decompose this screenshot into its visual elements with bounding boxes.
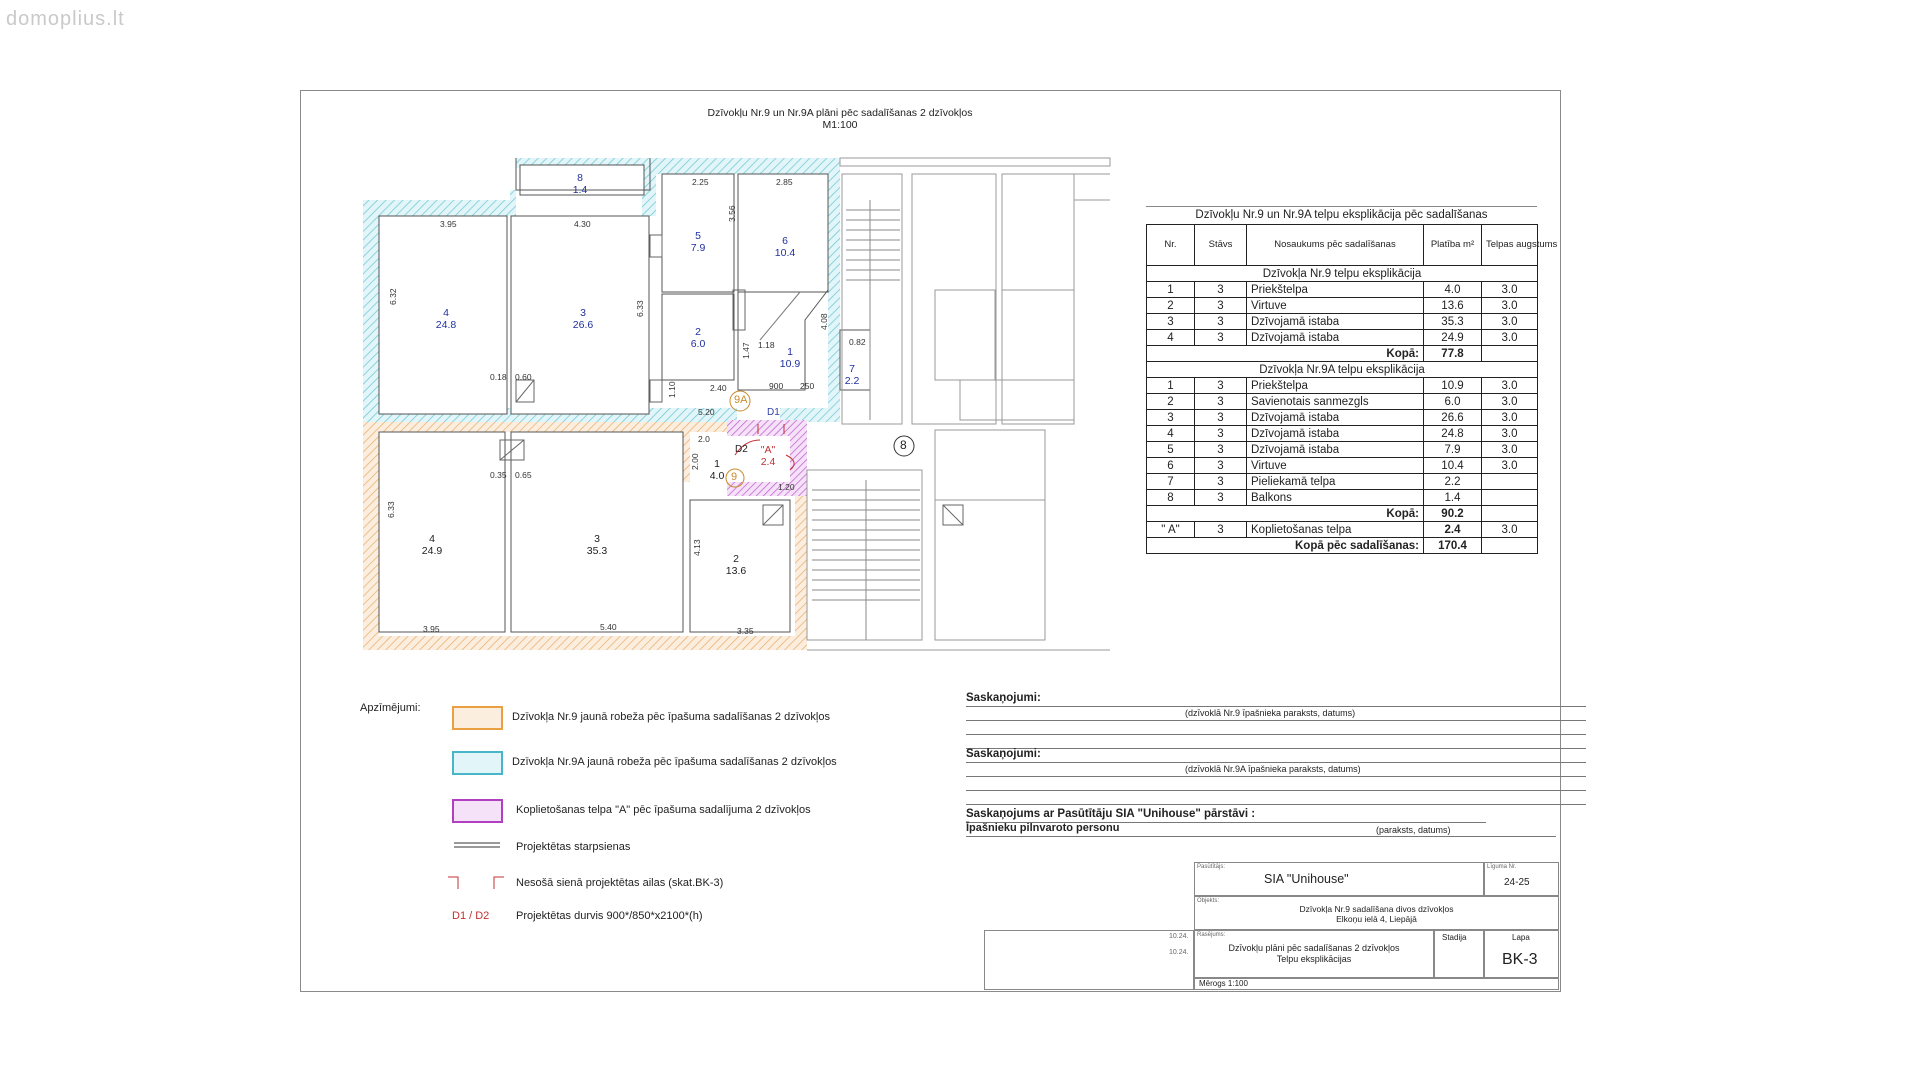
cell-height: 3.0	[1482, 314, 1538, 330]
cell-area: 2.4	[1424, 522, 1482, 538]
room-label	[827, 363, 877, 387]
cell-height: 3.0	[1482, 522, 1538, 538]
total-value: 77.8	[1424, 346, 1482, 362]
explication-row	[1147, 330, 1538, 346]
tb-contract: 24-25	[1504, 877, 1530, 888]
explication-row	[1147, 298, 1538, 314]
approval-2-note: (dzīvoklā Nr.9A īpašnieka paraksts, datums)	[1185, 764, 1361, 774]
cell-empty	[1482, 538, 1538, 554]
cell-name: Dzīvojamā istaba	[1247, 314, 1424, 330]
tb-date2: 10.24.	[1169, 949, 1189, 956]
legend-swatch-apt9	[452, 706, 503, 730]
room-number: 3	[580, 307, 586, 319]
legend-item: Nesošā sienā projektētas ailas (skat.BK-3)	[516, 877, 724, 889]
approval-3-row	[966, 836, 1556, 837]
cell-floor: 3	[1195, 378, 1247, 394]
cell-name: Dzīvojamā istaba	[1247, 442, 1424, 458]
approval-2-row	[966, 790, 1586, 791]
explication-row	[1147, 394, 1538, 410]
room-area: 24.9	[421, 545, 443, 557]
legend-door-code: D1 / D2	[452, 910, 490, 922]
approval-3-note: (paraksts, datums)	[1376, 825, 1451, 835]
watermark: domoplius.lt	[6, 8, 125, 30]
cell-floor: 3	[1195, 522, 1247, 538]
room-number: 5	[695, 230, 701, 242]
room-label	[673, 230, 723, 254]
room-label	[421, 307, 471, 331]
cell-nr: 5	[1147, 442, 1195, 458]
approval-1-title: Saskaņojumi:	[966, 692, 1041, 704]
room-area: 2.2	[844, 375, 860, 387]
approval-2-row	[966, 776, 1586, 777]
cell-name: Priekštelpa	[1247, 282, 1424, 298]
legend-symbol-opening	[446, 875, 506, 891]
total-label: Kopā:	[1147, 346, 1424, 362]
cell-floor: 3	[1195, 298, 1247, 314]
legend-item: Projektētas starpsienas	[516, 841, 631, 853]
approval-3-title: Saskaņojums ar Pasūtītāju SIA "Unihouse" pārstāvi :	[966, 808, 1256, 820]
section-title: Dzīvokļa Nr.9 telpu eksplikācija	[1147, 266, 1538, 282]
dimension-label: 3.35	[737, 626, 754, 636]
tb-sheet-label: Lapa	[1512, 933, 1530, 942]
explication-row	[1147, 474, 1538, 490]
apt9a-mark: 9A	[734, 394, 748, 406]
dimension-label: 3.56	[727, 205, 737, 222]
title-block	[984, 862, 1559, 990]
tb-scale: Mērogs 1:100	[1199, 979, 1248, 988]
tb-contract-label: Līguma Nr.	[1487, 864, 1517, 870]
legend-item: Dzīvokļa Nr.9A jaunā robeža pēc īpašuma sadalīšanas 2 dzīvokļos	[512, 756, 837, 768]
cell-height: 3.0	[1482, 282, 1538, 298]
room-number: 1	[787, 346, 793, 358]
room-number: 2	[695, 326, 701, 338]
explication-row	[1147, 410, 1538, 426]
room-label	[572, 533, 622, 557]
approval-1-row	[966, 720, 1586, 721]
room-number: 8	[577, 172, 583, 184]
room-area: 10.9	[779, 358, 801, 370]
cell-area: 35.3	[1424, 314, 1482, 330]
dimension-label: 900	[769, 381, 784, 391]
cell-nr: 4	[1147, 330, 1195, 346]
dimension-label: 6.33	[386, 501, 396, 518]
room-area: 7.9	[690, 242, 706, 254]
explication-row	[1147, 426, 1538, 442]
cell-area: 10.9	[1424, 378, 1482, 394]
room-label	[555, 172, 605, 196]
dimension-label: 0.18	[490, 372, 507, 382]
room-number: "A"	[760, 444, 776, 456]
cell-height: 3.0	[1482, 426, 1538, 442]
cell-area: 1.4	[1424, 490, 1482, 506]
tb-client-label: Pasūtītājs:	[1197, 864, 1226, 870]
explication-row	[1147, 314, 1538, 330]
col-floor: Stāvs	[1195, 225, 1247, 266]
dimension-label: 2.40	[710, 383, 727, 393]
room-area: 35.3	[586, 545, 608, 557]
tb-date1: 10.24.	[1169, 933, 1189, 940]
dimension-label: 2.0	[698, 434, 710, 444]
common-room-hatch	[727, 420, 807, 436]
cell-name: Dzīvojamā istaba	[1247, 330, 1424, 346]
tb-content-line2: Telpu eksplikācijas	[1276, 954, 1352, 964]
cell-floor: 3	[1195, 426, 1247, 442]
cell-name: Savienotais sanmezgls	[1247, 394, 1424, 410]
cell-name: Koplietošanas telpa	[1247, 522, 1424, 538]
dimension-label: 0.35	[490, 470, 507, 480]
tb-content-line1: Dzīvokļu plāni pēc sadalīšanas 2 dzīvokļos	[1228, 943, 1400, 953]
cell-nr: 4	[1147, 426, 1195, 442]
approval-1-line	[966, 706, 1586, 707]
room-number: 1	[714, 458, 720, 470]
explication-row	[1147, 490, 1538, 506]
grand-total-label: Kopā pēc sadalīšanas:	[1147, 538, 1424, 554]
dimension-label: 5.40	[600, 622, 617, 632]
cell-area: 4.0	[1424, 282, 1482, 298]
legend-title: Apzīmējumi:	[360, 702, 421, 714]
cell-height: 3.0	[1482, 442, 1538, 458]
room-area: 1.4	[572, 184, 588, 196]
total-row	[1147, 506, 1538, 522]
explication-title: Dzīvokļu Nr.9 un Nr.9A telpu eksplikācija pēc sadalīšanas	[1146, 206, 1537, 224]
cell-floor: 3	[1195, 330, 1247, 346]
dimension-label: 0.82	[849, 337, 866, 347]
tb-scale-cell	[1194, 978, 1559, 990]
total-label: Kopā:	[1147, 506, 1424, 522]
approval-2-row	[966, 804, 1586, 805]
dimension-label: 3.95	[423, 624, 440, 634]
explication-row	[1147, 442, 1538, 458]
dimension-label: 1.47	[741, 342, 751, 359]
cell-area: 24.9	[1424, 330, 1482, 346]
grand-total-row	[1147, 538, 1538, 554]
cell-nr: 6	[1147, 458, 1195, 474]
room-label	[407, 533, 457, 557]
dimension-label: 4.30	[574, 219, 591, 229]
dimension-label: 4.13	[692, 539, 702, 556]
cell-floor: 3	[1195, 490, 1247, 506]
room-number: 3	[594, 533, 600, 545]
cell-name: Balkons	[1247, 490, 1424, 506]
cell-nr: 7	[1147, 474, 1195, 490]
dimension-label: 6.33	[635, 300, 645, 317]
cell-height: 3.0	[1482, 330, 1538, 346]
cell-name: Dzīvojamā istaba	[1247, 410, 1424, 426]
room-label	[711, 553, 761, 577]
room-area: 26.6	[572, 319, 594, 331]
dimension-label: 1.20	[778, 482, 795, 492]
room-number: 7	[849, 363, 855, 375]
section-row	[1147, 266, 1538, 282]
total-row	[1147, 346, 1538, 362]
cell-name: Dzīvojamā istaba	[1247, 426, 1424, 442]
dimension-label: 4.08	[819, 313, 829, 330]
cell-nr: " A"	[1147, 522, 1195, 538]
dimension-label: 5.20	[698, 407, 715, 417]
cell-nr: 1	[1147, 282, 1195, 298]
common-row	[1147, 522, 1538, 538]
approval-1-note: (dzīvoklā Nr.9 īpašnieka paraksts, datums)	[1185, 708, 1356, 718]
room-number: 6	[782, 235, 788, 247]
cell-nr: 1	[1147, 378, 1195, 394]
sheet-scale: M1:100	[822, 119, 858, 131]
approval-1-row	[966, 748, 1586, 749]
tb-sheet: BK-3	[1502, 951, 1538, 968]
door-d1: D1	[767, 407, 780, 418]
room-label	[673, 326, 723, 350]
cell-area: 24.8	[1424, 426, 1482, 442]
cell-area: 13.6	[1424, 298, 1482, 314]
dimension-label: 250	[800, 381, 815, 391]
cell-nr: 2	[1147, 298, 1195, 314]
dimension-label: 2.00	[690, 453, 700, 470]
legend-item: Projektētas durvis 900*/850*x2100*(h)	[516, 910, 703, 922]
approval-2-title: Saskaņojumi:	[966, 748, 1041, 760]
stair-mark: 8	[900, 438, 907, 452]
cell-height: 3.0	[1482, 394, 1538, 410]
legend-item: Koplietošanas telpa "A" pēc īpašuma sadalījuma 2 dzīvokļos	[516, 804, 811, 816]
cell-name: Virtuve	[1247, 298, 1424, 314]
dimension-label: 6.32	[388, 288, 398, 305]
room-number: 4	[429, 533, 435, 545]
cell-height	[1482, 474, 1538, 490]
legend-item: Dzīvokļa Nr.9 jaunā robeža pēc īpašuma sadalīšanas 2 dzīvokļos	[512, 711, 830, 723]
cell-area: 10.4	[1424, 458, 1482, 474]
tb-object-line2: Elkoņu ielā 4, Liepājā	[1336, 914, 1417, 924]
cell-floor: 3	[1195, 282, 1247, 298]
cell-nr: 3	[1147, 314, 1195, 330]
room-number: 4	[443, 307, 449, 319]
approval-3-sub: Īpašnieku pilnvaroto personu	[966, 822, 1120, 834]
dimension-label: 2.85	[776, 177, 793, 187]
explication-row	[1147, 282, 1538, 298]
section-row	[1147, 362, 1538, 378]
cell-height: 3.0	[1482, 378, 1538, 394]
cell-nr: 3	[1147, 410, 1195, 426]
apt9-mark: 9	[731, 471, 738, 483]
cell-height: 3.0	[1482, 458, 1538, 474]
cell-nr: 2	[1147, 394, 1195, 410]
room-label	[743, 444, 793, 468]
room-number: 2	[733, 553, 739, 565]
explication-row	[1147, 378, 1538, 394]
cell-height: 3.0	[1482, 410, 1538, 426]
cell-height: 3.0	[1482, 298, 1538, 314]
room-label	[760, 235, 810, 259]
cell-nr: 8	[1147, 490, 1195, 506]
col-name: Nosaukums pēc sadalīšanas	[1247, 225, 1424, 266]
approval-2-line	[966, 762, 1586, 763]
section-title: Dzīvokļa Nr.9A telpu eksplikācija	[1147, 362, 1538, 378]
room-area: 10.4	[774, 247, 796, 259]
room-label	[558, 307, 608, 331]
explication-header-row	[1147, 225, 1538, 266]
tb-stage-label: Stadija	[1442, 933, 1467, 942]
col-area: Platība m²	[1424, 225, 1482, 266]
door-d2: D2	[735, 444, 748, 455]
dimension-label: 3.95	[440, 219, 457, 229]
cell-floor: 3	[1195, 458, 1247, 474]
total-value: 90.2	[1424, 506, 1482, 522]
dimension-label: 0.65	[515, 470, 532, 480]
tb-client: SIA "Unihouse"	[1264, 872, 1349, 886]
cell-floor: 3	[1195, 410, 1247, 426]
room-area: 4.0	[709, 470, 725, 482]
col-nr: Nr.	[1147, 225, 1195, 266]
room-area: 6.0	[690, 338, 706, 350]
cell-name: Pieliekamā telpa	[1247, 474, 1424, 490]
dimension-label: 1.18	[758, 340, 775, 350]
room-area: 2.4	[760, 456, 776, 468]
approval-1-row	[966, 734, 1586, 735]
dimension-label: 1.10	[667, 381, 677, 398]
room-area: 24.8	[435, 319, 457, 331]
cell-floor: 3	[1195, 394, 1247, 410]
cell-area: 2.2	[1424, 474, 1482, 490]
grand-total-value: 170.4	[1424, 538, 1482, 554]
sheet-title: Dzīvokļu Nr.9 un Nr.9A plāni pēc sadalīšanas 2 dzīvokļos	[707, 107, 973, 119]
legend-swatch-apt9a	[452, 751, 503, 775]
tb-object-line1: Dzīvokļa Nr.9 sadalīšana divos dzīvokļos	[1299, 904, 1454, 914]
cell-empty	[1482, 506, 1538, 522]
col-height: Telpas augstums	[1482, 225, 1538, 266]
cell-name: Priekštelpa	[1247, 378, 1424, 394]
dimension-label: 2.25	[692, 177, 709, 187]
legend-swatch-common	[452, 799, 503, 823]
legend-symbol-partition	[452, 840, 502, 850]
room-area: 13.6	[725, 565, 747, 577]
cell-area: 7.9	[1424, 442, 1482, 458]
tb-object-label: Objekts:	[1197, 898, 1220, 904]
tb-content-label: Rasējums:	[1197, 932, 1226, 938]
cell-area: 26.6	[1424, 410, 1482, 426]
tb-signatures-cell	[984, 930, 1194, 990]
cell-floor: 3	[1195, 314, 1247, 330]
room-explication	[1146, 206, 1558, 554]
cell-empty	[1482, 346, 1538, 362]
cell-height	[1482, 490, 1538, 506]
dimension-label: 0.60	[515, 372, 532, 382]
explication-row	[1147, 458, 1538, 474]
cell-area: 6.0	[1424, 394, 1482, 410]
cell-floor: 3	[1195, 442, 1247, 458]
cell-floor: 3	[1195, 474, 1247, 490]
cell-name: Virtuve	[1247, 458, 1424, 474]
